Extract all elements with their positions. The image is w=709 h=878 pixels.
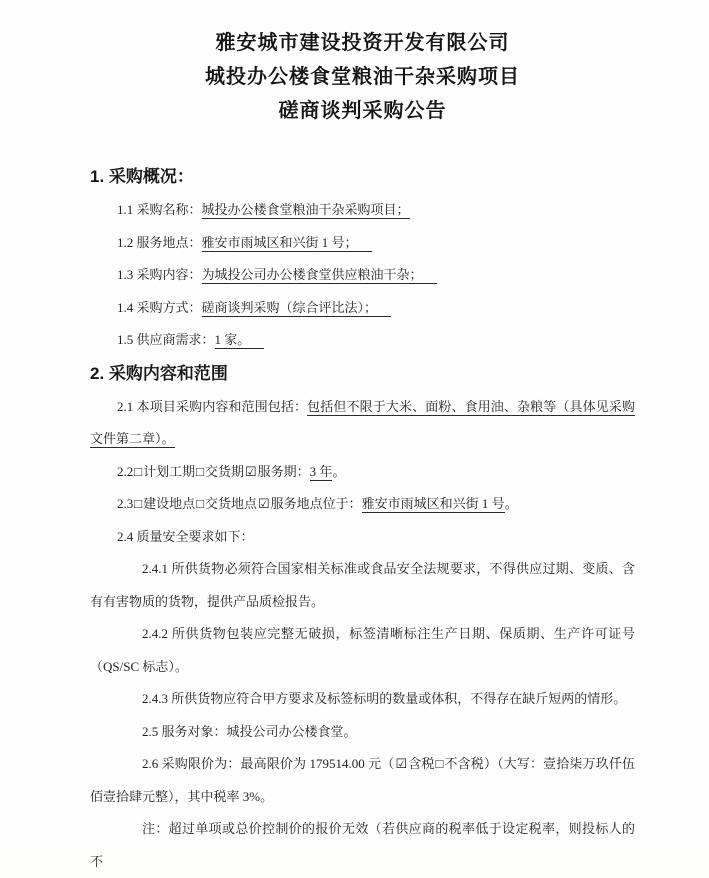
tax-excluded-label: 不含税 xyxy=(444,756,484,771)
document-title-block xyxy=(90,26,635,128)
item-2-3-number: 2.3 xyxy=(117,496,134,511)
item-2-2-number: 2.2 xyxy=(117,463,134,479)
option-service-period-label: 服务期： xyxy=(257,463,310,479)
option-service-site-label: 服务地点位于： xyxy=(270,496,362,511)
option-construction-site-label: 建设地点 xyxy=(143,496,196,511)
item-1-1-procurement-name xyxy=(90,194,635,227)
item-2-6-tail: ），其中税率 3%。 xyxy=(168,788,274,804)
item-1-4-procurement-method xyxy=(90,292,635,325)
max-price-capital: 壹拾柒万玖仟伍佰壹拾肆元整 xyxy=(90,756,635,804)
tax-included-label: 含税 xyxy=(408,756,435,771)
item-2-5-service-target: 2.5 服务对象：城投公司办公楼食堂。 xyxy=(142,723,357,739)
item-1-1-label: 1.1 采购名称： xyxy=(117,202,202,217)
item-2-3-value: 雅安市雨城区和兴街 1 号 xyxy=(361,496,505,511)
checkbox-unchecked-icon: □ xyxy=(435,756,444,771)
item-2-6-mid1: 元（ xyxy=(364,756,395,771)
checkbox-unchecked-icon: □ xyxy=(134,463,143,479)
item-2-1-label: 2.1 本项目采购内容和范围包括： xyxy=(117,398,308,414)
item-2-4-2-packaging-labels: 2.4.2 所供货物包装应完整无破损，标签清晰标注生产日期、保质期、生产许可证号（QS/SC 标志）。 xyxy=(90,626,635,674)
checkbox-unchecked-icon: □ xyxy=(196,496,204,511)
option-delivery-period-label: 交货期 xyxy=(204,463,244,479)
item-1-2-service-location xyxy=(90,227,635,260)
item-1-3-label: 1.3 采购内容： xyxy=(117,267,202,282)
item-2-6-price-limit xyxy=(90,748,635,813)
item-2-2-service-period xyxy=(90,456,635,489)
title-company-name: 雅安城市建设投资开发有限公司 xyxy=(215,32,510,54)
checkbox-unchecked-icon: □ xyxy=(134,496,143,511)
item-1-2-value: 雅安市雨城区和兴街 1 号； xyxy=(202,235,372,252)
item-2-6-prefix: 2.6 采购限价为：最高限价为 xyxy=(142,756,310,771)
item-2-2-value: 3 年 xyxy=(309,463,333,479)
checkbox-checked-icon: ☑ xyxy=(395,756,408,771)
max-price-value: 179514.00 xyxy=(309,756,365,771)
item-1-3-procurement-content xyxy=(90,259,635,292)
item-1-1-value: 城投办公楼食堂粮油干杂采购项目； xyxy=(201,202,410,217)
title-project-name: 城投办公楼食堂粮油干杂采购项目 xyxy=(205,66,520,88)
item-2-3-suffix: 。 xyxy=(504,496,518,511)
item-2-4-1-safety-standards: 2.4.1 所供货物必须符合国家相关标准或食品安全法规要求，不得供应过期、变质、含有有害物质的货物，提供产品质检报告。 xyxy=(90,561,635,609)
option-delivery-site-label: 交货地点 xyxy=(204,496,257,511)
item-2-4-quality-requirements-heading: 2.4 质量安全要求如下： xyxy=(117,528,254,544)
item-1-4-value: 磋商谈判采购（综合评比法）； xyxy=(202,300,392,317)
price-note: 注：超过单项或总价控制价的报价无效（若供应商的税率低于设定税率，则投标人的不 xyxy=(90,821,635,869)
item-1-2-label: 1.2 服务地点： xyxy=(117,234,202,250)
option-plan-period-label: 计划工期 xyxy=(143,463,196,479)
checkbox-unchecked-icon: □ xyxy=(196,463,204,479)
section-2-heading: 2. 采购内容和范围 xyxy=(90,363,228,383)
item-1-4-label: 1.4 采购方式： xyxy=(117,299,202,315)
title-announcement-type: 磋商谈判采购公告 xyxy=(278,100,447,122)
item-1-5-value: 1 家。 xyxy=(215,332,265,349)
checkbox-checked-icon: ☑ xyxy=(258,496,270,511)
item-2-1-value: 包括但不限于大米、面粉、食用油、杂粮等（具体见采购文件第二章）。 xyxy=(90,398,635,446)
item-2-3-service-address xyxy=(90,488,635,521)
item-2-2-suffix: 。 xyxy=(332,463,346,479)
item-2-1-scope xyxy=(90,391,635,456)
item-2-6-mid2: ）（大写： xyxy=(483,756,544,771)
item-1-5-supplier-demand xyxy=(90,324,635,357)
item-1-3-value: 为城投公司办公楼食堂供应粮油干杂； xyxy=(202,267,437,284)
item-1-5-label: 1.5 供应商需求： xyxy=(117,332,215,347)
checkbox-checked-icon: ☑ xyxy=(245,463,257,479)
item-2-4-3-quantity-requirements: 2.4.3 所供货物应符合甲方要求及标签标明的数量或体积，不得存在缺斤短两的情形。 xyxy=(142,691,627,706)
section-1-heading: 1. 采购概况： xyxy=(90,167,194,186)
